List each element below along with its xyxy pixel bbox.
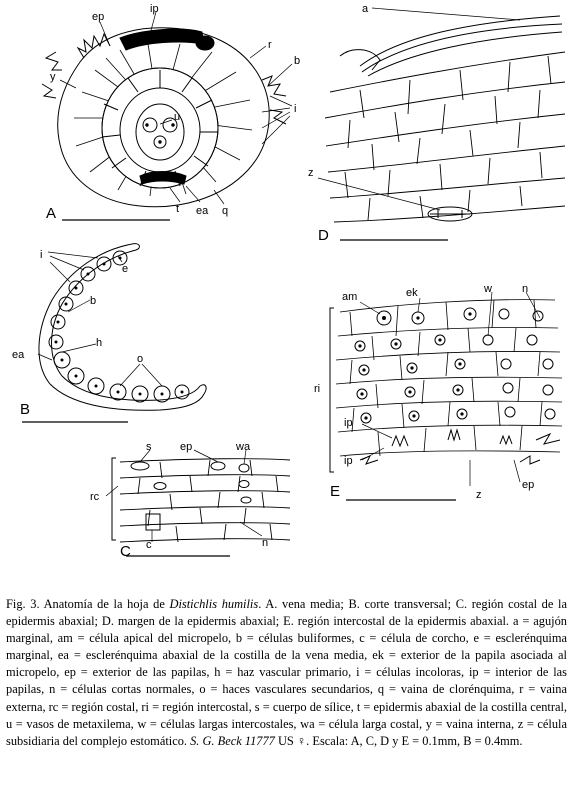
label-ep: ep xyxy=(92,11,105,23)
label-z: z xyxy=(308,167,314,179)
panel-d-margin-drawing xyxy=(325,16,565,240)
label-ri: ri xyxy=(314,383,321,395)
label-u: u xyxy=(174,111,181,123)
label-e: e xyxy=(122,263,129,275)
label-q: q xyxy=(222,205,229,217)
caption-body: . A. vena media; B. corte transversal; C. región costal de la epidermis abaxial; D. margen de la epidermis abaxial; E. región intercostal de la epidermis abaxial. a = agujón marginal, am = célula apical del micropelo, b = células buliformes, c = célula de corcho, e = esclerénquima marginal, ea = esclerénquima abaxial de la costilla de la vena media, ek = exterior de la papila asociada al micropelo, ep = exterior de las papilas, h = haz vascular primario, i = células incoloras, ip = interior de las papilas, n = células cortas normales, o = haces vasculares secundarios, q = vaina de clorénquima, r = vaina externa, rc = región costal, ri = región intercostal, s = cuerpo de sílice, t = epidermis abaxial de la costilla central, u = vasos de metaxilema, w = células largas intercostales, wa = célula larga costal, y = vaina interna, z = célula subsidiaria del complejo estomático. xyxy=(6,597,567,748)
panel-e-letter: E xyxy=(330,483,341,500)
panel-b-crosssection-drawing xyxy=(22,244,206,422)
label-rc: rc xyxy=(90,491,100,503)
label-s: s xyxy=(146,441,152,453)
label-ep: ep xyxy=(180,441,193,453)
figure-caption xyxy=(6,596,567,750)
caption-voucher: S. G. Beck 11777 xyxy=(190,733,275,748)
panel-c-letter: C xyxy=(120,543,131,560)
panel-e-intercostal-drawing xyxy=(330,300,562,500)
label-n: n xyxy=(262,537,269,549)
label-b: b xyxy=(90,295,97,307)
panel-b-letter: B xyxy=(20,401,31,418)
caption-fig-label: Fig. 3. Anatomía de la hoja de xyxy=(6,597,170,611)
caption-tail: US ♀. Escala: A, C, D y E = 0.1mm, B = 0.4mm. xyxy=(274,733,523,748)
label-ip-upper: ip xyxy=(344,417,353,429)
label-h: h xyxy=(96,337,103,349)
label-wa: wa xyxy=(236,441,251,453)
label-z: z xyxy=(476,489,482,501)
panel-d-letter: D xyxy=(318,227,329,244)
label-am: am xyxy=(342,291,358,303)
label-ip-lower: ip xyxy=(344,455,353,467)
label-n: n xyxy=(522,283,529,295)
label-a: a xyxy=(362,3,369,15)
label-c: c xyxy=(146,539,152,551)
label-ea: ea xyxy=(12,349,25,361)
label-i: i xyxy=(40,249,43,261)
label-r: r xyxy=(268,39,272,51)
label-t: t xyxy=(176,203,180,215)
label-ip: ip xyxy=(150,3,159,15)
label-i: i xyxy=(294,103,297,115)
caption-species: Distichlis humilis xyxy=(169,597,259,611)
label-o: o xyxy=(137,353,144,365)
label-ep: ep xyxy=(522,479,535,491)
panel-a-midrib-drawing xyxy=(42,28,286,220)
label-w: w xyxy=(484,283,492,295)
label-ea: ea xyxy=(196,205,209,217)
label-ek: ek xyxy=(406,287,418,299)
panel-a-letter: A xyxy=(46,205,57,222)
label-b: b xyxy=(294,55,301,67)
label-y: y xyxy=(50,71,56,83)
